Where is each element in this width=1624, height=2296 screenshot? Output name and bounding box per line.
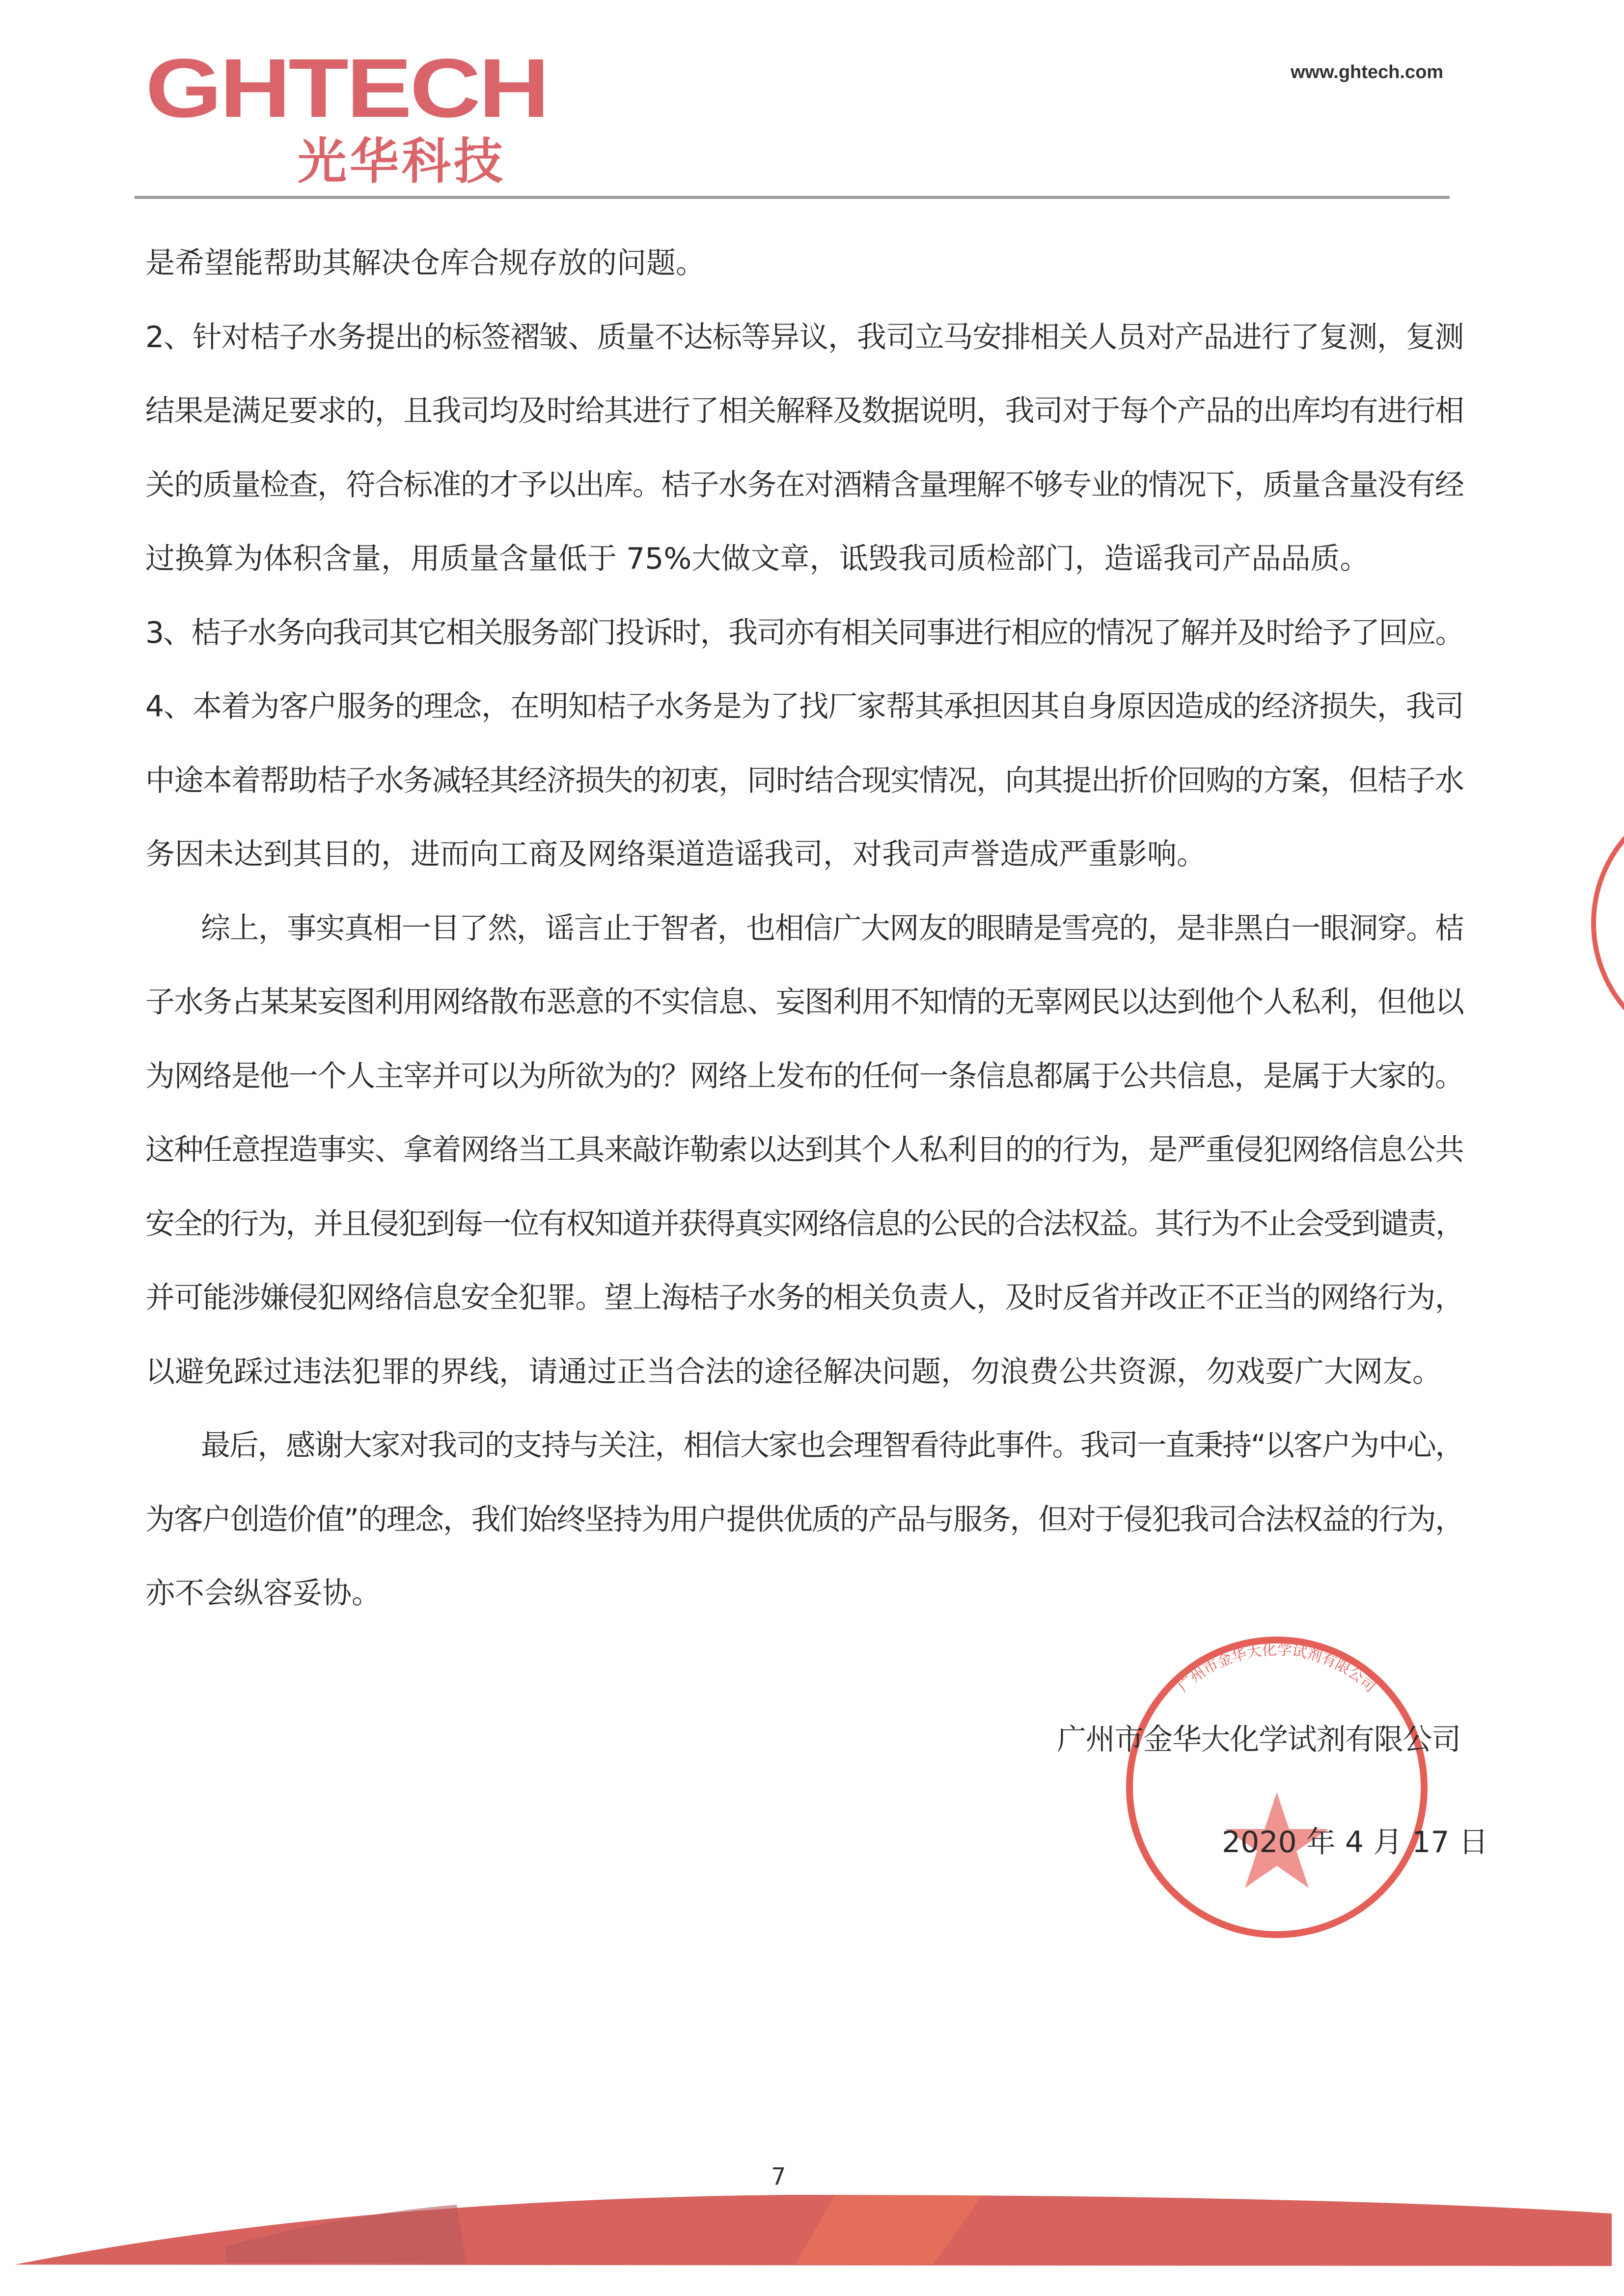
letter-body [145, 226, 1463, 1631]
signature-date: 2020 年 4 月 17 日 [1222, 1825, 1488, 1859]
seal-lettering: 广州市金华大化学试剂有限公司 [1175, 1641, 1379, 1696]
text-line: 关的质量检查，符合标准的才予以出库。桔子水务在对酒精含量理解不够专业的情况下，质量含量没有经 [145, 467, 1464, 502]
text-line: 4、本着为客户服务的理念，在明知桔子水务是为了找厂家帮其承担因其自身原因造成的经济损失，我司 [145, 689, 1464, 724]
company-seal [1120, 1630, 1434, 1944]
logo-ghtech: GHTECH [145, 42, 548, 135]
text-line: 综上，事实真相一目了然，谣言止于智者，也相信广大网友的眼睛是雪亮的，是非黑白一眼洞穿。桔 [201, 911, 1463, 946]
partial-seal [1571, 786, 1624, 1061]
text-line: 这种任意捏造事实、拿着网络当工具来敲诈勒索以达到其个人私利目的的行为，是严重侵犯网络信息公共 [145, 1133, 1464, 1167]
company-name: 广州市金华大化学试剂有限公司 [1057, 1722, 1460, 1757]
text-line: 最后，感谢大家对我司的支持与关注，相信大家也会理智看待此事件。我司一直秉持“以客户为中心， [201, 1428, 1464, 1463]
website-link[interactable]: www.ghtech.com [1291, 62, 1444, 82]
logo-chinese-name: 光华科技 [298, 133, 506, 190]
text-line: 以避免踩过违法犯罪的界线，请通过正当合法的途径解决问题，勿浪费公共资源，勿戏耍广大网友。 [145, 1354, 1442, 1389]
text-line: 中途本着帮助桔子水务减轻其经济损失的初衷，同时结合现实情况，向其提出折价回购的方案，但桔子水 [145, 763, 1464, 798]
text-line: 2、针对桔子水务提出的标签褶皱、质量不达标等异议，我司立马安排相关人员对产品进行了复测，复测 [145, 320, 1464, 355]
footer-band [0, 2190, 1624, 2269]
text-line: 3、桔子水务向我司其它相关服务部门投诉时，我司亦有相关同事进行相应的情况了解并及时给予了回应。 [145, 615, 1463, 650]
text-line: 是希望能帮助其解决仓库合规存放的问题。 [145, 246, 705, 280]
text-line: 为客户创造价值”的理念，我们始终坚持为用户提供优质的产品与服务，但对于侵犯我司合法权益的行为， [145, 1502, 1463, 1537]
text-line: 亦不会纵容妥协。 [145, 1576, 381, 1611]
text-line: 务因未达到其目的，进而向工商及网络渠道造谣我司，对我司声誉造成严重影响。 [145, 837, 1206, 872]
text-line: 并可能涉嫌侵犯网络信息安全犯罪。望上海桔子水务的相关负责人，及时反省并改正不正当的网络行为， [145, 1281, 1464, 1315]
text-line: 安全的行为，并且侵犯到每一位有权知道并获得真实网络信息的公民的合法权益。其行为不止会受到谴责， [145, 1206, 1464, 1241]
text-line: 为网络是他一个人主宰并可以为所欲为的？网络上发布的任何一条信息都属于公共信息，是属于大家的。 [145, 1059, 1464, 1093]
header-divider [135, 196, 1450, 199]
text-line: 子水务占某某妄图利用网络散布恶意的不实信息、妄图利用不知情的无辜网民以达到他个人私利，但他以 [145, 985, 1464, 1019]
text-line: 过换算为体积含量，用质量含量低于 75%大做文章，诋毁我司质检部门，造谣我司产品品质。 [145, 542, 1370, 576]
text-line: 结果是满足要求的，且我司均及时给其进行了相关解释及数据说明，我司对于每个产品的出库均有进行相 [145, 394, 1464, 428]
page-number: 7 [771, 2163, 786, 2190]
